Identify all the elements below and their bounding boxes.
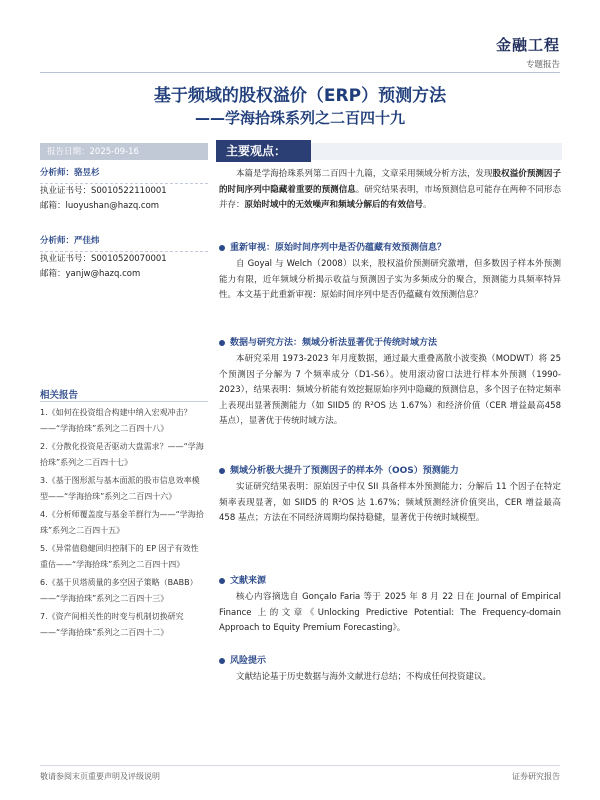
bullet-icon — [219, 578, 225, 584]
intro-highlight: 股权溢价预测因子的时间序列中隐藏着重要的预测信息 — [219, 169, 561, 195]
report-date-bar — [40, 143, 208, 160]
footer-label: 证券研究报告 — [512, 772, 560, 781]
analyst-email[interactable]: 邮箱：luoyushan@hazq.com — [40, 201, 160, 211]
report-series-title: ——学海拾珠系列之二百四十九 — [194, 109, 405, 127]
related-reports-list — [40, 405, 206, 643]
related-report-item[interactable]: 1.《如何在投资组合构建中纳入宏观冲击？——“学海拾珠”系列之二百四十八》 — [40, 408, 192, 433]
related-report-item[interactable]: 5.《异常值稳健回归控制下的 EP 因子有效性重估——“学海拾珠”系列之二百四十四》 — [40, 544, 199, 569]
report-type: 专题报告 — [525, 60, 560, 70]
intro-highlight: 原始时域中的无效噪声和频域分解后的有效信号 — [244, 200, 424, 210]
bullet-icon — [219, 245, 225, 251]
source-paragraph: 核心内容摘选自 Gonçalo Faria 等于 2025 年 8 月 22 日在 Journal of Empirical Finance 上的文章《Unlocking Predictive Potential: The Frequency-domain Approach to Equity Premium Forecasting》。 — [219, 592, 561, 633]
footer-disclaimer: 敬请参阅末页重要声明及评级说明 — [40, 772, 160, 781]
review-paragraph: 自 Goyal 与 Welch（2008）以来，股权溢价预测研究激增，但多数因子样本外预测能力有限，近年频域分析揭示收益与预测因子实为多频成分的聚合，预测能力具频率特异性。本文基于此重新审视：原始时间序列中是否仍蕴藏有效预测信息？ — [219, 259, 561, 300]
footer-divider — [40, 765, 560, 766]
intro-text: 本篇是学海拾珠系列第二百四十九篇，文章采用频域分析方法，发现 — [236, 169, 493, 179]
related-report-item[interactable]: 2.《分散化投资是否驱动大盘需求？——“学海拾珠”系列之二百四十七》 — [40, 442, 204, 467]
report-date: 报告日期：2025-09-16 — [47, 147, 139, 157]
bullet-icon — [219, 340, 225, 346]
analyst-email[interactable]: 邮箱：yanjw@hazq.com — [40, 269, 141, 279]
analyst-name: 分析师：严佳炜 — [40, 236, 100, 246]
analyst-block-1 — [40, 166, 100, 181]
intro-text: 。研究结果表明，市场预测信息可能存在两种不同形态并存： — [219, 184, 561, 210]
section-heading-source: 文献来源 — [219, 573, 266, 586]
analyst-name: 分析师：骆昱杉 — [40, 168, 100, 178]
section-heading-results: 频域分析极大提升了预测因子的样本外（OOS）预测能力 — [219, 463, 459, 476]
related-divider — [40, 401, 208, 402]
intro-text: 。 — [423, 200, 432, 210]
method-paragraph: 本研究采用 1973-2023 年月度数据，通过最大重叠离散小波变换（MODWT）将 25 个预测因子分解为 7 个频率成分（D1-S6）。使用滚动窗口法进行样本外预测（1990-2023），结果表明：频域分析能有效挖掘原始序列中隐藏的预测信息，多个因子在特定频率上表现出显著预测能力（如 SIID5 的 R²OS 达 1.67%）和经济价值（CER 增益最高458 基点），显著优于传统时域方法。 — [219, 354, 561, 426]
report-category: 金融工程 — [495, 36, 560, 54]
section-heading-method: 数据与研究方法：频域分析法显著优于传统时域方法 — [219, 335, 437, 348]
related-report-item[interactable]: 3.《基于图形派与基本面派的股市信息效率模型——“学海拾珠”系列之二百四十六》 — [40, 476, 200, 501]
section-heading-review: 重新审视：原始时间序列中是否仍蕴藏有效预测信息？ — [219, 240, 446, 253]
header-divider — [40, 72, 560, 73]
related-report-item[interactable]: 6.《基于贝塔质量的多空因子策略（BABB）——“学海拾珠”系列之二百四十三》 — [40, 578, 198, 603]
related-reports-title: 相关报告 — [40, 390, 79, 401]
analyst-contact-1 — [40, 184, 167, 214]
intro-paragraph — [219, 167, 561, 214]
report-title: 基于频域的股权溢价（ERP）预测方法 — [153, 86, 447, 106]
section-title: 主要观点： — [216, 140, 311, 162]
analyst-contact-2 — [40, 252, 167, 282]
section-heading-risk: 风险提示 — [219, 653, 266, 666]
analyst-cert: 执业证书号：S0010520070001 — [40, 254, 167, 264]
analyst-cert: 执业证书号：S0010522110001 — [40, 186, 167, 196]
related-report-item[interactable]: 7.《资产间相关性的时变与机制切换研究——“学海拾珠”系列之二百四十二》 — [40, 612, 184, 637]
analyst-block-2 — [40, 234, 100, 249]
bullet-icon — [219, 658, 225, 664]
related-report-item[interactable]: 4.《分析师覆盖度与基金羊群行为——“学海拾珠”系列之二百四十五》 — [40, 510, 204, 535]
results-paragraph: 实证研究结果表明：原始因子中仅 SII 具备样本外预测能力；分解后 11 个因子在特定频率表现显著，如 SIID5 的 R²OS 达 1.67%；频域预测经济价值突出，CER 增益最高 458 基点；方法在不同经济周期均保持稳健，显著优于传统时域模型。 — [219, 482, 561, 523]
bullet-icon — [219, 468, 225, 474]
risk-paragraph: 文献结论基于历史数据与海外文献进行总结；不构成任何投资建议。 — [236, 672, 492, 682]
